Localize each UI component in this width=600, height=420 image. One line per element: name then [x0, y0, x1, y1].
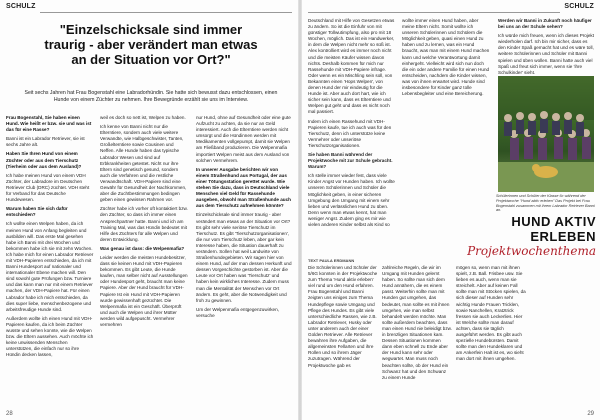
left-page [0, 0, 298, 420]
rcol1-a3: Ich stelle immer wieder fest, dass viele Kinder Angst vor Hunden haben. Ich wollte unseren Schülerinnen und Schüler die Möglichkeit geben, in einer sicheren Umgebung den Umgang mit einem sehr lieben und verlässlichen Hund zu üben. Denn wenn man etwas kennt, hat man weniger Angst. Zudem ging es mir wie vielen anderen Kinder selbst als Kind so [308, 173, 395, 227]
left-header-rule [40, 12, 292, 13]
col3-a3: Um der Welpenmafia entgegenzuwirken, versuche [196, 306, 279, 318]
col1-q1: Frau Bogenstahl, Sie haben einen Hund. Wie heißt er bzw. sie und was ist das für eine Rasse? [6, 115, 92, 133]
bottom-column-2 [382, 265, 452, 411]
interview-headline: "Einzelschicksale sind immer traurig - aber verändert man etwas an der Situation vor Ort?" [44, 22, 258, 67]
col3-a1: nur Hund, ohne auf Gesundheit oder eine gute Aufzucht zu achten, da sie nur an Geld interessiert. Auch die Elterntiere werden nicht umsorgt und die Hündinnen werden mit Medikamenten vollgepumpt, damit sie Welpen am Fließband produzieren. Die Welpenmafia importiert Welpen meist aus dem Ausland von solchen Vermehrern. [196, 115, 291, 163]
right-page [302, 0, 600, 420]
col2-q1: Was genau ist dass: die Welpenmafia? [100, 245, 185, 251]
col1-q2: Haben Sie Ihren Hund von einem Züchter oder aus dem Tierschutz (Tierheim oder aus dem Ausland)? [6, 151, 82, 169]
bottom-column-1 [308, 265, 378, 411]
rcol3-a1: Ich würde mich freuen, wenn ich dieses Projekt wiederholen darf. Ich bin mir sicher, dass es den Kinder Spaß gemacht hat und es wäre toll, weitere Schülerinnen und Schüler mit Banni spielen und üben wollen. Banni hatte auch viel Spaß und freut sich immer, wenn sie 'ihre Schulkinder' sieht. [498, 33, 595, 75]
left-column-3 [196, 115, 292, 411]
rcol1-a1: Deutschland mit Hilfe von Gesetzen etwas zu ändern. So ist die Einfuhr von mit günstiger Tollwutimpfung, also pro mit 18 Wochen, möglich. Das ist ein Handwerker, in dem die Welpen nicht mehr so süß ist. Alex kontrolliert wird es immer noch nicht und die meisten Käufer wissen davon nichts. Deshalb kommen für mich nur Rassehunde mit VDH-Papiere infrage. Oder wenn es ein Mischling sein soll, von Bekannten einen 'Hops Welpen', von denen Hund der mir eindeutig für die Hunde ist. Aber auch dort hart, wie ich sicher sein kann, dass es Elterntiere und Welpen gut geht und dass es nicht noch mal passiert. [308, 18, 395, 115]
col2-a1: weil es doch so nett ist, Welpen zu haben. [100, 115, 186, 120]
bottom-col1-text: Die Schülerinnen und Schüler der 5/6G konnten in der Projektwoche zum Thema 'Hund aktiv erleben' viel rund um den Hund erfahren. Frau Bogenstahl und Banni zeigten uns einiges zum Thema Hundepflege sowie Umgang und Pflege des Hundes. Es gibt viele unterschiedliche Rassen, wie z.B. Labrador Retriever, Husky oder unter anderem auch der einer Golden Retriever. Alle Retriever bewahren ihre Aufgaben, die allgemeinsten Fellarten und ihre Rollen und so ihrem Jäger zuzutragen. Während der Projektwoche gab es [308, 265, 378, 368]
col3-q1: In unserer Ausgabe berichten wir von einem Straßenhund aus Portugal, der aus einer Tötungsstation gerettet wurde. Wie stehen Sie dazu, dass in Deutschland viele Menschen viel Geld für Rassehunde ausgeben, obwohl man Straßenhunde auch aus dem Tierschutz aufnehmen könnte? [196, 166, 291, 209]
left-column-2 [100, 115, 188, 411]
right-brand: SCHULZ [564, 3, 594, 10]
group-photo [498, 76, 594, 192]
col1-a2: Ich habe meinen Hund von einem VDH Züchter, der Labradore im Deutschen Retriever Club (DRC) züchtet. VDH steht für Verband für das Deutsche Hundewesen. [6, 172, 90, 203]
right-column-2 [402, 18, 490, 233]
col3-a2: Einzelschicksale sind immer traurig - aber verändert man etwas an der Situation vor Ort? Es gibt sehr viele seriöse Tierschutz im Tierschutz. Es gibt 'Tierschutzorganisationen', die nur vom Tierschutz leben, aber gar kein Interesse haben, die Situation dauerhaft zu verändern. Sollen hat weil Landwirte von Straßenhundegebieten. Wir sagen hier von einem Hund, auf der man dessen Herkunft und dessen Vorgeschichte gestorben ist. Aber die Leute vor Ort haben was 'Tierschutz' und haben kein wirkliches Interesse. Zudem muss man die Mentalität der Menschen vor Ort ändern. Es geht, aber die Notwendigkeit und froh zu gewinnen. [196, 212, 292, 303]
banner-subtitle: Projektwochenthema [467, 244, 596, 258]
col2-a3: Züchter habe ich vorher oft kontaktiert bzw. den Züchter, so dass ich immer einen Ansprechpartner hatte. Banni und ich am Training Mal, was das Hündin bedeutet mit Hilfe des Züchters für alle Welpen und deren Entwicklung. [100, 206, 188, 242]
left-brand: SCHULZ [6, 3, 36, 10]
left-page-number: 28 [6, 411, 13, 417]
bottom-column-3 [456, 265, 526, 411]
rcol2-a1: wollte immer einen Hund haben, aber meine Eltern nicht. Somit wollte ich unseren Schülerinnen und Schülern die Möglichkeit geben, quasi einen Hund zu haben und zu lernen, was ein Hund braucht, was man mit einem Hund machen kann und welche Verantwortung damit einhergeht. Vielleicht wird sich nun doch die ein oder andere Familie für einen Hund entscheiden, nachdem die Kinder wissen, was von ihnen erwartet wird. Hunde sind insbesondere für Kinder ganz tolle Lebensbegleiter und eine Bereicherung. [402, 18, 490, 97]
col2-a2: Ich kenne von Banni nicht nur die Elterntiere, sondern auch viele weitere Verwandte, wie Halbgeschwister, Tanten, Großelterntiere sowie Cousinen und Neffen. Alle Hunde haben das typische Labrador Wesen und sind auf Erbkrankheiten getestet. Nicht nur ihre Eltern sind genetisch gesund, sondern auch die Verfahren und die restliche Verwandtschaft. VDH-Papiere sind eine Gewähr für Gesundheit der Nachkommen, aber die Zuchtbestimmungen bedingen geben einen gewissen Rahmen vor. [100, 124, 187, 203]
right-column-3 [498, 18, 595, 75]
rcol1-a2: Indem ich einen Rassehund mit VDH-Papieren kaufe, tue ich auch was für den Tierschutz, denn ich unterstütze keine Vermehrer oder unseriöse Tierschutzorganisationen. [308, 118, 392, 148]
col2-a4: Leider werden die meisten Hundebesitzer, dass sie keinen Hund mit VDH-Papieren bekommen. Es gibt Leute, die Hunde kaufen, man selber nicht auf Ausstellungen oder Hundesport geht, braucht man keine Papiere. Aber der Hund braucht für VDH-Papiere Ist ein Hund mit VDH-Papieren wurde gewissenhaft gezüchtet. Die Welpenmafia ist ein Geschäft. Überprüft und auch die Welpen und ihrer Mütter werden wild aufgepuscht. Vermehrer vermehren [100, 254, 188, 327]
project-banner [452, 214, 596, 258]
group-photo-illustration [498, 76, 594, 192]
col1-a4: Außerdem wollte ich einen Hund mit VDH-Papieren kaufen, da ich beim Züchter wusste und sehen konnte, wie die Welpen bzw. die Eltern aussehen. Auch möchte ich keine unwissenden Menschen unterstützen, die einfach nur so ihre Hündin decken lassen, [6, 315, 94, 358]
rcol3-q1: Werden wir Banni in Zukunft noch häufiger bei uns an der Schule sehen? [498, 18, 592, 30]
right-column-1 [308, 18, 396, 233]
rcol1-q1: Sie haben Banni während der Projektwoche mit zur Schule gebracht. Warum? [308, 151, 393, 170]
article-byline: TEXT PAULA ERDMANN [308, 258, 355, 263]
col1-q3: Warum haben Sie sich dafür entschieden? [6, 206, 68, 218]
col1-a1: Banni ist ein Labrador Retriever, sie ist sechs Jahre alt. [6, 136, 85, 148]
banner-title: HUND AKTIV ERLEBEN [511, 214, 596, 244]
col1-a3: Ich wollte einen Welpen haben, da ich meinen Hund von Anfang begleiten und ausbilden will. Das erste Mal gesehen habe ich Banni mit drei Wochen und bekommen habe ich sie mit zehn Wochen. Ich habe mich für einen Labrador Retriever mit VDH-Papieren entschieden, da ich mit Banni Hundesport auf nationaler und internationaler Ebene machen will. Den sind sowohl gute Prüfungen bzw. Turniere und das kann man nur mit einem Retriever machen, der VDH-Papiere hat. Für einen Labrador habe ich mich entschieden, da dies super liebe, menschenbezogene und arbeitsfreudige Hunde sind. [6, 221, 94, 312]
interview-intro: Seit sechs Jahren hat Frau Bogenstahl eine Labradorhündin. Sie hatte sich bewusst dazu entschlossen, einen Hunde von einem Züchter zu nehmen. Ihre Bewegründe erzählt sie uns im Interview. [24, 90, 278, 103]
photo-caption: Schülerinnen und Schüler der Klasse 6c während der Projektwoche "Hund aktiv erleben" Das Projekt bei Frau Bogenstahl zusammen mit ihrem Labrador Retriever Banni an. [496, 194, 595, 213]
bottom-col3-text: mögen so, wenn man mit ihnen spielt, z.B. Ball. Frisbee usw. Sie lieben es auch, wenn man sie streichelt. Aber auf keinen Fall sollte man mit Stöcken spielen, da sich dieser auf Hunden sehr wichtig Hunde Frauen Tricklen, sowie Nanchellen, Kratztrick fressen sie auch Leckerlies. Hier ist Welche sollte man darauf achten, dass sie täglich ausgeführt werden. Es gibt auch spezielle Hundebürsten. Damit sollte man den Hundeklaren und am Ankerfein Halt ist es, wo sieht man dort mit ihnen umgehen. [456, 265, 526, 362]
bottom-col2-text: zahlreiche Regeln, die wir im Umgang mit Hunden gelernt haben. So sollte man sich dem Hund annähern, die es einem passt. Weiterhin sollte man mit Hunden gut umgehen, das bedeutet, man sollte es mit ihnen umgehen, wie man selbst behandelt werden möchte. Man sollte außerdem beachten, dass man einen Hund nie beleidigt bzw. in brenzligen Situationen kam. Dessen Situationen kommen dann eben schnell zu Ende aber der Hund kann sehr oder wegwartet. Man muss noch beachten sollte, ob der Hund ein Schwanz hat und den Schwanz zu einem Hunde [382, 265, 452, 380]
right-header-rule [308, 12, 560, 13]
right-page-number: 29 [587, 411, 594, 417]
left-column-1 [6, 115, 94, 411]
